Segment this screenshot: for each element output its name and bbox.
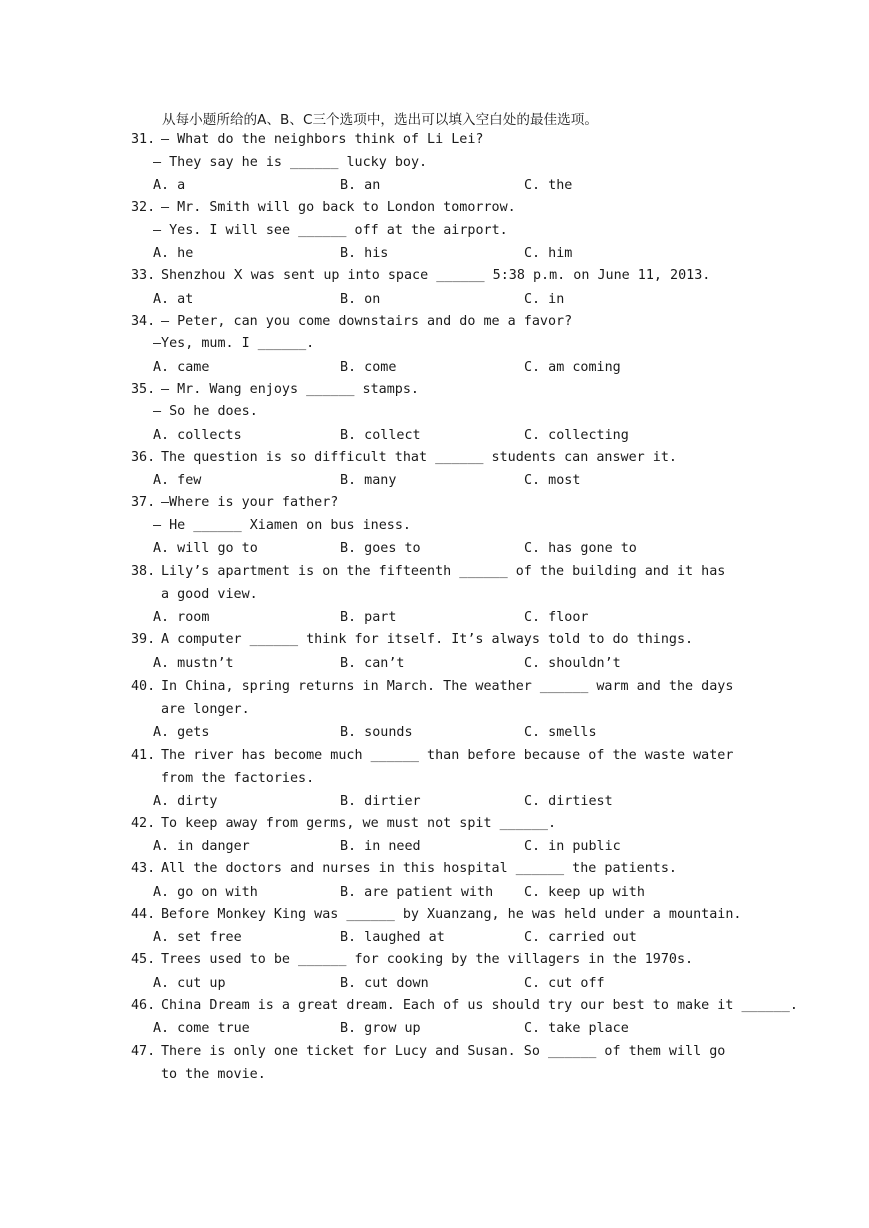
question-text: The question is so difficult that ______ students can answer it. [161, 449, 677, 465]
answer-options [131, 926, 741, 949]
answer-options [131, 356, 741, 379]
question-number: 36. [131, 449, 156, 465]
option-a: A. gets [153, 724, 210, 740]
option-b: B. cut down [340, 975, 429, 991]
option-a: A. cut up [153, 975, 226, 991]
question-number: 39. [131, 632, 156, 647]
question-number: 31. [131, 132, 156, 147]
question-43 [131, 858, 741, 904]
option-c: C. keep up with [524, 884, 645, 900]
answer-options [131, 790, 741, 813]
option-c: C. cut off [524, 975, 605, 991]
option-c: C. shouldn’t [524, 655, 621, 671]
question-stem [131, 629, 741, 652]
question-stem [131, 197, 741, 220]
answer-options [131, 288, 741, 311]
answer-options [131, 606, 741, 629]
option-c: C. most [524, 473, 581, 488]
question-35 [131, 379, 741, 447]
option-b: B. goes to [340, 541, 421, 556]
answer-options [131, 835, 741, 858]
question-text: — Peter, can you come downstairs and do me a favor? [161, 313, 573, 329]
question-stem [131, 311, 741, 334]
option-c: C. him [524, 246, 573, 261]
question-stem [131, 492, 741, 515]
question-44 [131, 904, 741, 950]
option-a: A. at [153, 291, 194, 307]
question-42 [131, 813, 741, 859]
answer-options [131, 721, 741, 744]
question-number: 43. [131, 861, 156, 876]
question-dialogue-line: — They say he is ______ lucky boy. [153, 154, 428, 170]
option-b: B. on [340, 291, 381, 307]
question-number: 34. [131, 313, 156, 329]
option-a: A. few [153, 473, 202, 488]
option-b: B. collect [340, 427, 421, 443]
question-number: 40. [131, 678, 156, 694]
option-c: C. am coming [524, 359, 621, 375]
question-text: To keep away from germs, we must not spit ______. [161, 815, 557, 831]
option-c: C. in public [524, 839, 621, 854]
answer-options [131, 424, 741, 447]
option-a: A. come true [153, 1021, 250, 1036]
question-text: — Mr. Wang enjoys ______ stamps. [161, 381, 419, 397]
answer-options [131, 469, 741, 492]
question-stem [131, 379, 741, 402]
question-dialogue-line: — Yes. I will see ______ off at the airport. [153, 222, 508, 238]
option-b: B. part [340, 610, 397, 625]
question-stem [131, 447, 741, 470]
question-text: The river has become much ______ than before because of the waste water from the factories. [161, 747, 734, 786]
option-b: B. many [340, 473, 397, 488]
answer-options [131, 881, 741, 904]
question-stem [131, 904, 741, 927]
option-c: C. floor [524, 610, 589, 625]
answer-options [131, 242, 741, 265]
option-a: A. he [153, 246, 194, 261]
question-text: Shenzhou Ⅹ was sent up into space ______ 5:38 p.m. on June 11, 2013. [161, 268, 711, 283]
option-c: C. has gone to [524, 541, 637, 556]
question-stem [131, 813, 741, 836]
option-c: C. take place [524, 1021, 629, 1036]
question-number: 44. [131, 906, 156, 922]
option-a: A. room [153, 610, 210, 625]
question-stem [131, 1040, 741, 1086]
option-a: A. go on with [153, 884, 258, 900]
question-39 [131, 629, 741, 675]
question-stem [131, 265, 741, 288]
option-b: B. are patient with [340, 884, 494, 900]
question-41 [131, 744, 741, 813]
question-text: —Where is your father? [161, 495, 339, 510]
question-number: 38. [131, 564, 156, 579]
question-36 [131, 447, 741, 493]
question-number: 46. [131, 997, 156, 1013]
option-a: A. collects [153, 427, 242, 443]
question-text: — What do the neighbors think of Li Lei? [161, 132, 484, 147]
option-c: C. collecting [524, 427, 629, 443]
question-text: Lily’s apartment is on the fifteenth ______ of the building and it has a good view. [161, 564, 726, 602]
question-text: All the doctors and nurses in this hospital ______ the patients. [161, 861, 677, 876]
question-31 [131, 129, 741, 197]
question-32 [131, 197, 741, 265]
question-37 [131, 492, 741, 560]
answer-options [131, 537, 741, 560]
option-a: A. came [153, 359, 210, 375]
question-dialogue-line: —Yes, mum. I ______. [153, 336, 315, 351]
question-stem [131, 858, 741, 881]
question-number: 33. [131, 268, 156, 283]
question-46 [131, 995, 798, 1041]
option-b: B. can’t [340, 655, 405, 671]
question-47 [131, 1040, 741, 1086]
option-b: B. sounds [340, 724, 413, 740]
question-33 [131, 265, 741, 311]
option-a: A. in danger [153, 839, 250, 854]
option-b: B. laughed at [340, 930, 445, 945]
option-a: A. a [153, 178, 186, 193]
option-b: B. in need [340, 839, 421, 854]
option-a: A. will go to [153, 541, 258, 556]
question-list [131, 129, 798, 1086]
option-c: C. carried out [524, 930, 637, 945]
option-a: A. mustn’t [153, 655, 234, 671]
question-45 [131, 949, 741, 995]
question-number: 47. [131, 1044, 156, 1059]
question-40 [131, 675, 741, 744]
question-stem [131, 675, 741, 721]
option-c: C. dirtiest [524, 793, 613, 809]
option-c: C. smells [524, 724, 597, 740]
option-b: B. come [340, 359, 397, 375]
question-text: — Mr. Smith will go back to London tomorrow. [161, 200, 516, 215]
question-number: 45. [131, 952, 156, 967]
question-number: 32. [131, 200, 156, 215]
section-instruction: 从每小题所给的A、B、C三个选项中，选出可以填入空白处的最佳选项。 [162, 112, 598, 128]
question-number: 41. [131, 747, 156, 763]
question-38 [131, 560, 741, 629]
question-number: 37. [131, 495, 156, 510]
answer-options [131, 652, 741, 675]
option-b: B. an [340, 178, 381, 193]
option-b: B. grow up [340, 1021, 421, 1036]
question-text: There is only one ticket for Lucy and Susan. So ______ of them will go to the movie. [161, 1044, 726, 1082]
option-a: A. set free [153, 930, 242, 945]
question-text: A computer ______ think for itself. It’s always told to do things. [161, 632, 694, 647]
question-stem [131, 560, 741, 606]
question-stem [131, 744, 741, 790]
answer-options [131, 972, 741, 995]
question-dialogue-line: — He ______ Xiamen on bus iness. [153, 517, 411, 533]
question-stem [131, 129, 741, 152]
question-dialogue-line: — So he does. [153, 404, 258, 419]
question-text: Before Monkey King was ______ by Xuanzang, he was held under a mountain. [161, 906, 742, 922]
question-number: 35. [131, 381, 156, 397]
option-c: C. the [524, 178, 573, 193]
question-34 [131, 311, 741, 379]
question-text: China Dream is a great dream. Each of us should try our best to make it ______. [161, 997, 798, 1013]
question-stem [131, 995, 798, 1018]
question-text: In China, spring returns in March. The weather ______ warm and the days are longer. [161, 678, 734, 717]
option-c: C. in [524, 291, 565, 307]
question-stem [131, 949, 741, 972]
option-b: B. dirtier [340, 793, 421, 809]
question-text: Trees used to be ______ for cooking by the villagers in the 1970s. [161, 952, 694, 967]
answer-options [131, 1017, 741, 1040]
option-b: B. his [340, 246, 389, 261]
question-number: 42. [131, 815, 156, 831]
option-a: A. dirty [153, 793, 218, 809]
answer-options [131, 174, 741, 197]
